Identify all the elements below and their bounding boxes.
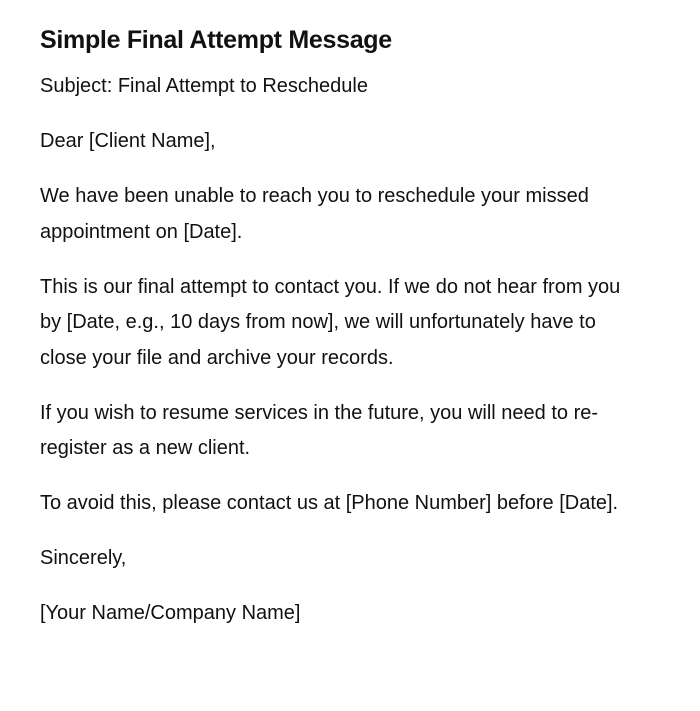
body-paragraph: This is our final attempt to contact you. If we do not hear from you by [Date, e.g., 10 days from now], we will unfortunately have to close your file and archive your records. xyxy=(40,275,621,369)
body-paragraph: If you wish to resume services in the future, you will need to re-register as a new client. xyxy=(40,401,599,459)
document xyxy=(40,22,640,651)
signature: [Your Name/Company Name] xyxy=(40,602,301,624)
greeting: Dear [Client Name], xyxy=(40,130,216,152)
subject-line: Subject: Final Attempt to Reschedule xyxy=(40,75,368,97)
closing: Sincerely, xyxy=(40,547,127,569)
body-paragraph: To avoid this, please contact us at [Phone Number] before [Date]. xyxy=(40,492,619,514)
document-title: Simple Final Attempt Message xyxy=(40,26,392,54)
body-paragraph: We have been unable to reach you to reschedule your missed appointment on [Date]. xyxy=(40,185,589,243)
